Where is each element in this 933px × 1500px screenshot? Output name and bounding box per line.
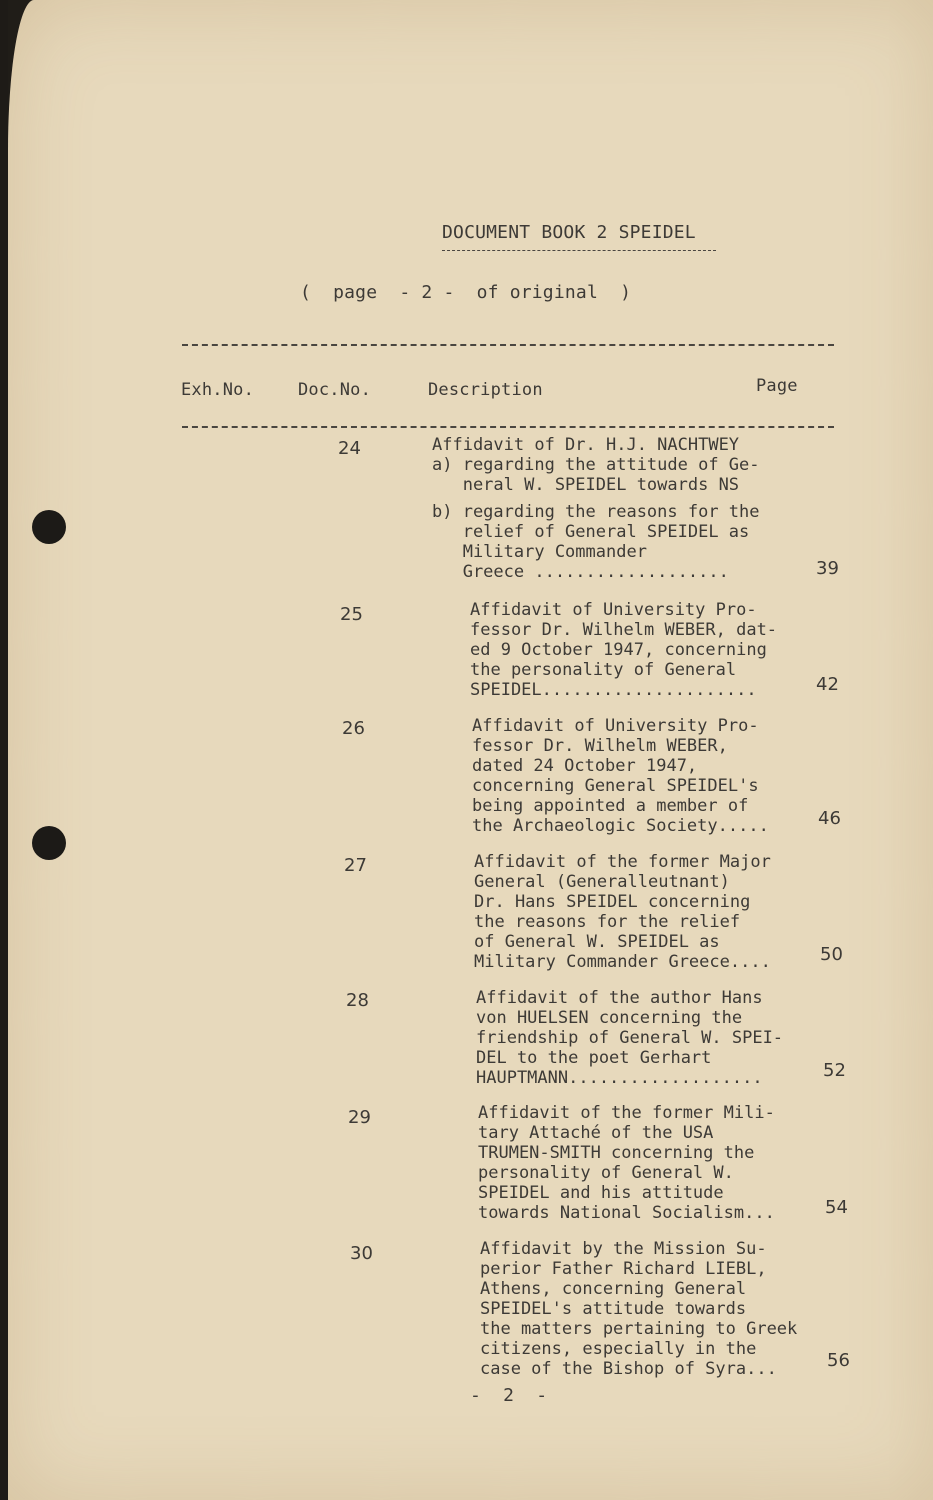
punch-hole-bottom xyxy=(32,826,66,860)
page-reference: 56 xyxy=(827,1350,850,1371)
header-rule-bottom xyxy=(182,426,834,428)
page-number-footer: - 2 - xyxy=(470,1385,548,1406)
entry-description: Affidavit of University Pro- fessor Dr. Wilhelm WEBER, dated 24 October 1947, concerning General SPEIDEL's being appointed a member of the Archaeologic Society..... xyxy=(472,716,769,836)
page-reference: 50 xyxy=(820,944,843,965)
column-description: Description xyxy=(428,380,543,400)
column-exh-no: Exh.No. xyxy=(181,380,255,400)
page-reference: 46 xyxy=(818,808,841,829)
column-doc-no: Doc.No. xyxy=(298,380,372,400)
punch-hole-top xyxy=(32,510,66,544)
doc-number: 26 xyxy=(342,718,365,739)
doc-number: 25 xyxy=(340,604,363,625)
page-reference: 42 xyxy=(816,674,839,695)
entry-description: Affidavit of the author Hans von HUELSEN concerning the friendship of General W. SPEI- DEL to the poet Gerhart HAUPTMANN................... xyxy=(476,988,784,1088)
page-subtitle: ( page - 2 - of original ) xyxy=(300,282,632,303)
page-reference: 54 xyxy=(825,1197,848,1218)
entry-description: Affidavit of the former Mili- tary Attaché of the USA TRUMEN-SMITH concerning the personality of General W. SPEIDEL and his attitude towards National Socialism... xyxy=(478,1103,775,1223)
entry-description: Affidavit by the Mission Su- perior Father Richard LIEBL, Athens, concerning General SPEIDEL's attitude towards the matters pertaining to Greek citizens, especially in the case of the Bishop of Syra... xyxy=(480,1239,798,1379)
doc-number: 27 xyxy=(344,855,367,876)
document-page xyxy=(8,0,933,1500)
doc-number: 28 xyxy=(346,990,369,1011)
doc-number: 29 xyxy=(348,1107,371,1128)
page-reference: 39 xyxy=(816,558,839,579)
document-title: DOCUMENT BOOK 2 SPEIDEL xyxy=(442,222,696,243)
column-page: Page xyxy=(756,376,798,396)
entry-description: Affidavit of University Pro- fessor Dr. Wilhelm WEBER, dat- ed 9 October 1947, concerning the personality of General SPEIDEL..................... xyxy=(470,600,778,700)
entry-description-b: b) regarding the reasons for the relief of General SPEIDEL as Military Commander Greece ................... xyxy=(432,502,760,582)
title-underline xyxy=(442,250,716,251)
entry-description-a: Affidavit of Dr. H.J. NACHTWEY a) regarding the attitude of Ge- neral W. SPEIDEL towards NS xyxy=(432,435,760,495)
entry-description: Affidavit of the former Major General (Generalleutnant) Dr. Hans SPEIDEL concerning the reasons for the relief of General W. SPEIDEL as Military Commander Greece.... xyxy=(474,852,771,972)
doc-number: 24 xyxy=(338,438,361,459)
binder-strip xyxy=(0,0,8,1500)
doc-number: 30 xyxy=(350,1243,373,1264)
page-reference: 52 xyxy=(823,1060,846,1081)
header-rule-top xyxy=(182,344,834,346)
